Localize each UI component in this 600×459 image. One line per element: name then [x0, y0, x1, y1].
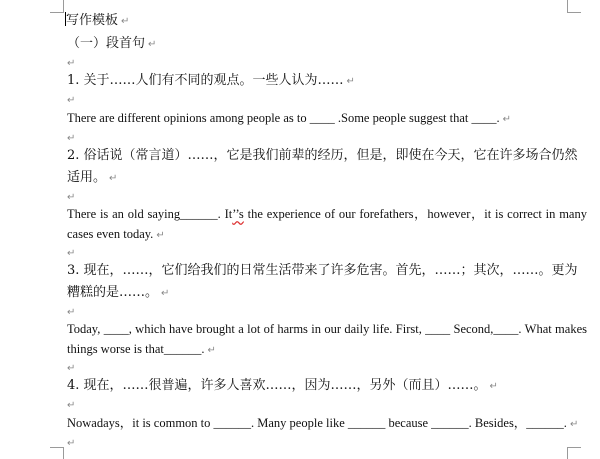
spelling-error: ’’s [232, 207, 244, 221]
item-1-english: There are different opinions among people as to ____ .Some people suggest that ____. ↵ [67, 111, 512, 125]
paragraph-mark: ↵ [109, 173, 118, 184]
item-3-english: Today, ____, which have brought a lot of harms in our daily life. First, ____ Second,____. What makes things worse is that______. ↵ [67, 322, 587, 356]
empty-paragraph [67, 93, 587, 107]
paragraph-mark: ↵ [489, 381, 498, 392]
paragraph-mark: ↵ [67, 363, 76, 374]
margin-corner-bottom-left [50, 447, 64, 448]
paragraph-mark: ↵ [67, 438, 76, 449]
paragraph-mark: ↵ [67, 400, 76, 411]
empty-paragraph [67, 131, 587, 145]
paragraph-mark: ↵ [67, 248, 76, 259]
paragraph-mark: ↵ [569, 419, 579, 430]
margin-corner-top-left [63, 0, 64, 12]
paragraph-mark: ↵ [156, 230, 165, 241]
paragraph-mark: ↵ [207, 345, 216, 356]
paragraph-mark: ↵ [161, 288, 170, 299]
paragraph-mark: ↵ [67, 307, 76, 318]
empty-paragraph [67, 190, 587, 204]
item-3-chinese: 3. 现在，……，它们给我们的日常生活带来了许多危害。首先，……；其次，……。更为糟糕的是……。 ↵ [67, 263, 578, 300]
item-4-chinese: 4. 现在，……很普遍，许多人喜欢……，因为……，另外（而且）……。 ↵ [67, 378, 498, 393]
item-2-chinese: 2. 俗话说（常言道）……，它是我们前辈的经历，但是，即使在今天，它在许多场合仍然适用。 ↵ [67, 148, 578, 185]
empty-paragraph [67, 398, 587, 412]
paragraph-mark: ↵ [67, 95, 76, 106]
empty-paragraph [67, 56, 587, 70]
empty-paragraph [67, 361, 587, 375]
empty-paragraph [67, 436, 587, 450]
section-heading: （一）段首句 ↵ [67, 36, 157, 51]
document-body[interactable] [67, 10, 587, 450]
paragraph-mark: ↵ [67, 58, 76, 69]
paragraph-mark: ↵ [346, 76, 355, 87]
item-1-chinese: 1. 关于……人们有不同的观点。一些人认为…… ↵ [67, 73, 355, 88]
margin-corner-top-left [50, 12, 64, 13]
margin-corner-bottom-left [63, 447, 64, 459]
empty-paragraph [67, 305, 587, 319]
item-2-english: There is an old saying______. It’’s the experience of our forefathers，however，it is correct in many cases even today. ↵ [67, 207, 587, 241]
document-title: 写作模板 ↵ [66, 13, 130, 28]
item-4-english: Nowadays，it is common to ______. Many people like ______ because ______. Besides，______. ↵ [67, 416, 579, 430]
paragraph-mark: ↵ [121, 16, 130, 27]
paragraph-mark: ↵ [67, 133, 76, 144]
paragraph-mark: ↵ [67, 192, 76, 203]
paragraph-mark: ↵ [502, 114, 512, 125]
paragraph-mark: ↵ [148, 39, 157, 50]
empty-paragraph [67, 246, 587, 260]
